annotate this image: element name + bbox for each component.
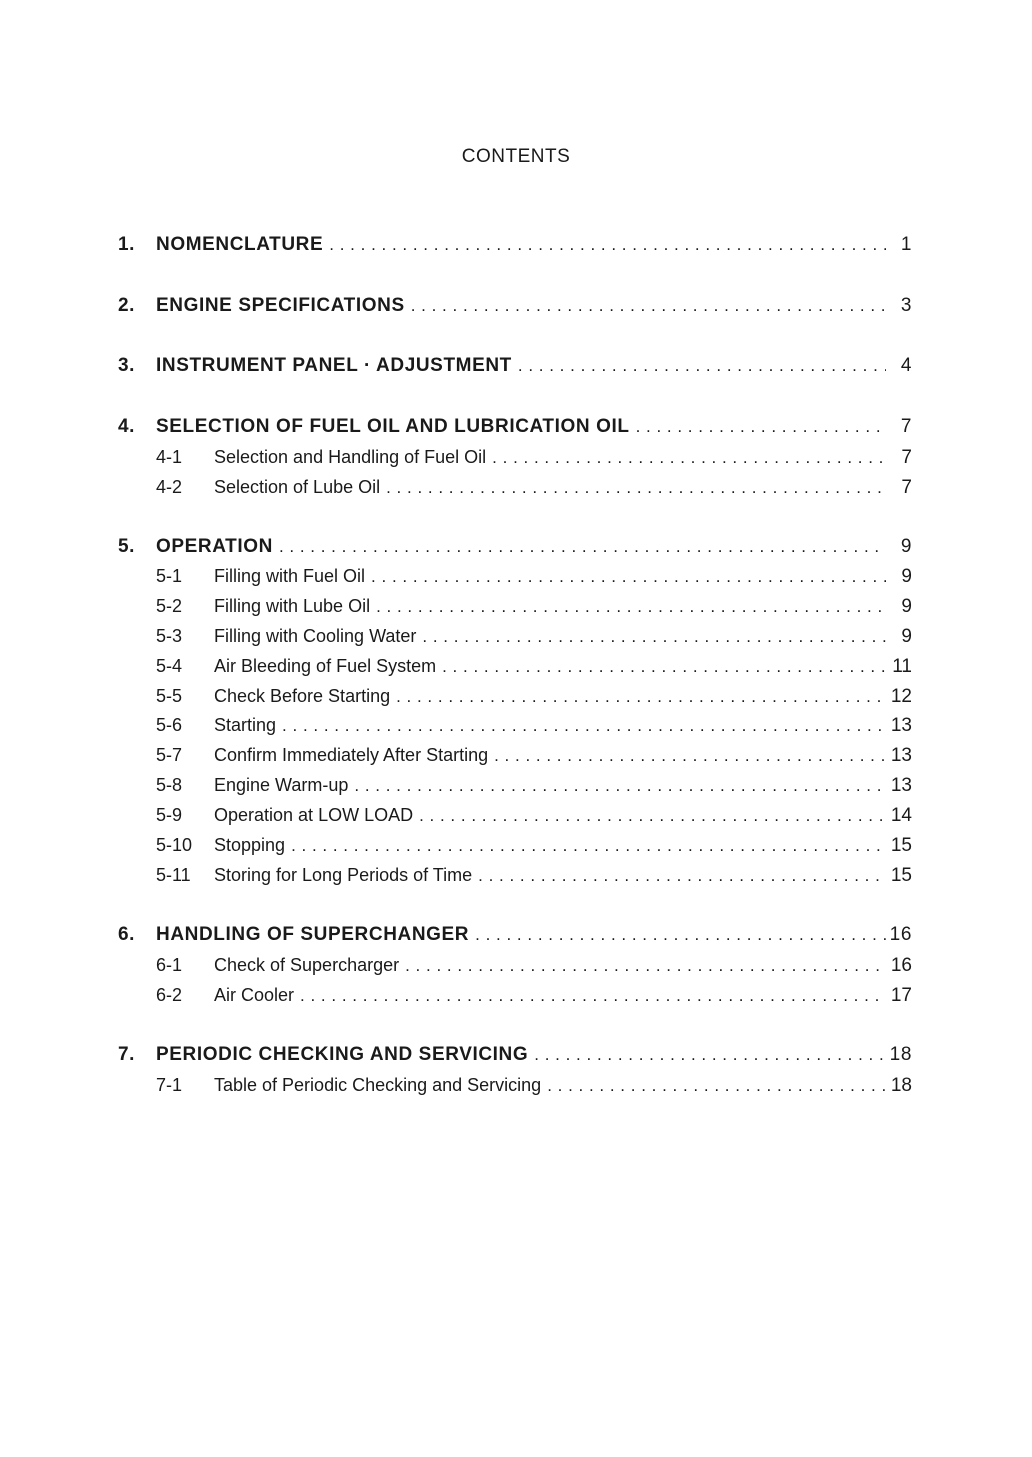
item-number: 6-1	[156, 955, 183, 975]
section-number: 3.	[118, 355, 136, 376]
page-number: 13	[890, 775, 912, 796]
toc-item-5-1[interactable]	[118, 566, 912, 588]
page-number: 9	[901, 566, 912, 587]
item-title: Table of Periodic Checking and Servicing	[214, 1075, 542, 1095]
dot-leader	[494, 746, 886, 766]
item-number: 5-7	[156, 745, 183, 765]
toc-item-5-4[interactable]	[118, 656, 912, 678]
dot-leader	[405, 956, 886, 976]
item-title: Filling with Cooling Water	[214, 626, 417, 646]
section-title: OPERATION	[156, 536, 273, 557]
dot-leader	[354, 776, 886, 796]
section-title: ENGINE SPECIFICATIONS	[156, 295, 405, 316]
dot-leader	[636, 417, 886, 437]
toc-section-4[interactable]	[118, 416, 912, 438]
item-number: 5-3	[156, 626, 183, 646]
toc-item-5-6[interactable]	[118, 715, 912, 737]
section-title: NOMENCLATURE	[156, 234, 324, 255]
toc-item-5-7[interactable]	[118, 745, 912, 767]
item-number: 7-1	[156, 1075, 183, 1095]
dot-leader	[396, 687, 886, 707]
dot-leader	[279, 537, 886, 557]
page-title: CONTENTS	[461, 146, 571, 167]
page-number: 7	[900, 416, 912, 437]
section-number: 2.	[118, 295, 136, 316]
dot-leader	[475, 925, 886, 945]
section-number: 4.	[118, 416, 136, 437]
item-number: 5-11	[156, 865, 191, 885]
item-number: 5-4	[156, 656, 183, 676]
toc-section-1[interactable]	[118, 234, 912, 256]
dot-leader	[478, 866, 886, 886]
dot-leader	[492, 448, 886, 468]
section-number: 1.	[118, 234, 136, 255]
page-number: 9	[900, 536, 912, 557]
page-number: 16	[890, 955, 912, 976]
item-number: 6-2	[156, 985, 183, 1005]
toc-item-5-2[interactable]	[118, 596, 912, 618]
dot-leader	[329, 235, 886, 255]
page-number: 18	[889, 1044, 912, 1065]
page-number: 11	[892, 656, 912, 677]
page-number: 13	[890, 745, 912, 766]
toc-item-4-1[interactable]	[118, 447, 912, 469]
toc-section-7[interactable]	[118, 1044, 912, 1066]
dot-leader	[534, 1045, 886, 1065]
dot-leader	[419, 806, 886, 826]
dot-leader	[518, 356, 886, 376]
page-number: 18	[890, 1075, 912, 1096]
dot-leader	[547, 1076, 886, 1096]
item-number: 5-2	[156, 596, 183, 616]
item-title: Check Before Starting	[214, 686, 391, 706]
toc-item-5-5[interactable]	[118, 686, 912, 708]
page-number: 16	[889, 924, 912, 945]
item-title: Storing for Long Periods of Time	[214, 865, 473, 885]
toc-item-5-9[interactable]	[118, 805, 912, 827]
page-number: 12	[890, 686, 912, 707]
item-title: Air Bleeding of Fuel System	[214, 656, 437, 676]
toc-item-5-8[interactable]	[118, 775, 912, 797]
item-title: Starting	[214, 715, 277, 735]
page-number: 13	[890, 715, 912, 736]
page-number: 15	[890, 835, 912, 856]
item-title: Engine Warm-up	[214, 775, 349, 795]
item-number: 4-2	[156, 477, 183, 497]
page-number: 3	[900, 295, 912, 316]
item-title: Filling with Fuel Oil	[214, 566, 366, 586]
dot-leader	[411, 296, 886, 316]
page-number: 15	[890, 865, 912, 886]
item-title: Operation at LOW LOAD	[214, 805, 414, 825]
item-title: Selection of Lube Oil	[214, 477, 381, 497]
section-number: 5.	[118, 536, 136, 557]
page-number: 9	[901, 596, 912, 617]
page-number: 7	[901, 477, 912, 498]
toc-item-7-1[interactable]	[118, 1075, 912, 1097]
section-title: SELECTION OF FUEL OIL AND LUBRICATION OIL	[156, 416, 630, 437]
toc-section-6[interactable]	[118, 924, 912, 946]
toc-item-5-10[interactable]	[118, 835, 912, 857]
item-number: 4-1	[156, 447, 183, 467]
item-number: 5-6	[156, 715, 183, 735]
item-title: Filling with Lube Oil	[214, 596, 371, 616]
page-number: 7	[901, 447, 912, 468]
item-title: Stopping	[214, 835, 286, 855]
item-number: 5-9	[156, 805, 183, 825]
toc-item-6-1[interactable]	[118, 955, 912, 977]
toc-item-4-2[interactable]	[118, 477, 912, 499]
item-title: Selection and Handling of Fuel Oil	[214, 447, 487, 467]
dot-leader	[300, 986, 886, 1006]
page-number: 9	[901, 626, 912, 647]
page-number: 14	[890, 805, 912, 826]
dot-leader	[442, 657, 886, 677]
item-number: 5-5	[156, 686, 183, 706]
item-title: Check of Supercharger	[214, 955, 400, 975]
section-number: 6.	[118, 924, 136, 945]
section-title: PERIODIC CHECKING AND SERVICING	[156, 1044, 529, 1065]
page-number: 17	[890, 985, 912, 1006]
toc-section-2[interactable]	[118, 295, 912, 317]
page-number: 4	[900, 355, 912, 376]
dot-leader	[291, 836, 886, 856]
item-title: Confirm Immediately After Starting	[214, 745, 489, 765]
toc-section-5[interactable]	[118, 536, 912, 558]
dot-leader	[376, 597, 886, 617]
dot-leader	[386, 478, 886, 498]
toc-item-5-11[interactable]	[118, 865, 912, 887]
section-title: INSTRUMENT PANEL · ADJUSTMENT	[156, 355, 512, 376]
toc-item-5-3[interactable]	[118, 626, 912, 648]
item-number: 5-10	[156, 835, 193, 855]
dot-leader	[282, 716, 886, 736]
dot-leader	[371, 567, 886, 587]
page-number: 1	[900, 234, 912, 255]
toc-section-3[interactable]	[118, 355, 912, 377]
toc-item-6-2[interactable]	[118, 985, 912, 1007]
dot-leader	[422, 627, 886, 647]
item-title: Air Cooler	[214, 985, 295, 1005]
item-number: 5-1	[156, 566, 183, 586]
section-title: HANDLING OF SUPERCHANGER	[156, 924, 470, 945]
section-number: 7.	[118, 1044, 136, 1065]
item-number: 5-8	[156, 775, 183, 795]
